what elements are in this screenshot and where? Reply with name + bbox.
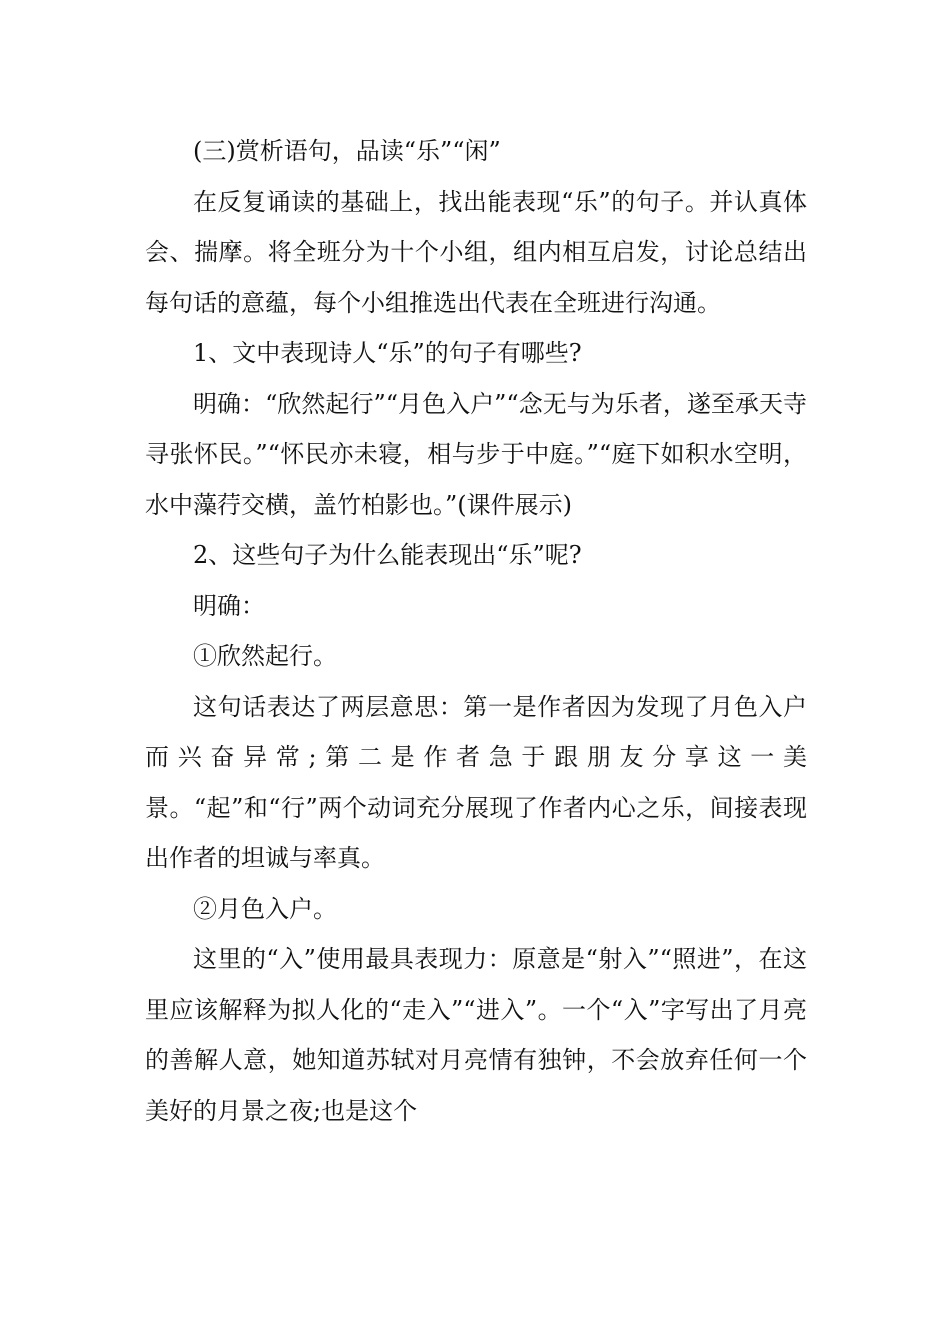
- question-1: 1、文中表现诗人“乐”的句子有哪些?: [193, 339, 582, 367]
- answer-2-label: 明确：: [193, 591, 265, 620]
- point-1-explanation: 这句话表达了两层意思：第一是作者因为发现了月色入户而兴奋异常;第二是作者急于跟朋友分享这一美景。“起”和“行”两个动词充分展现了作者内心之乐，间接表现出作者的坦诚与率真。: [145, 692, 807, 872]
- point-1-heading: ①欣然起行。: [193, 642, 337, 670]
- paragraph-instructions: 在反复诵读的基础上，找出能表现“乐”的句子。并认真体会、揣摩。将全班分为十个小组，组内相互启发，讨论总结出每句话的意蕴，每个小组推选出代表在全班进行沟通。: [145, 187, 807, 317]
- point-2-heading: ②月色入户。: [193, 894, 337, 923]
- section-heading: (三)赏析语句，品读“乐”“闲”: [193, 137, 501, 165]
- point-2-explanation: 这里的“入”使用最具表现力：原意是“射入”“照进”，在这里应该解释为拟人化的“走入”“进入”。一个“入”字写出了月亮的善解人意，她知道苏轼对月亮情有独钟，不会放弃任何一个美好的月景之夜;也是这个: [145, 945, 807, 1125]
- question-2: 2、这些句子为什么能表现出“乐”呢?: [193, 541, 582, 569]
- answer-1: 明确：“欣然起行”“月色入户”“念无与为乐者，遂至承天寺寻张怀民。”“怀民亦未寝，相与步于中庭。”“庭下如积水空明，水中藻荇交横，盖竹柏影也。”(课件展示): [145, 389, 807, 519]
- document-body: [145, 126, 807, 1136]
